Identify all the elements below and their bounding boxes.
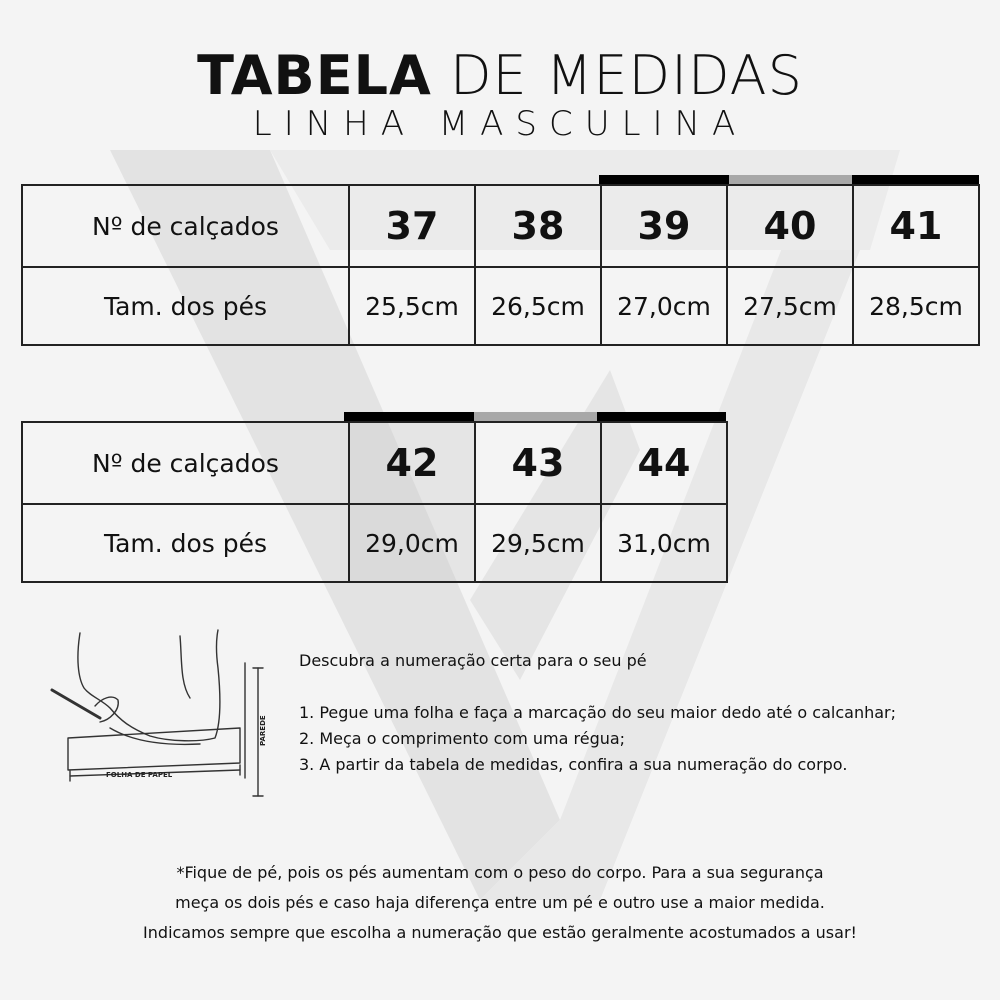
- instructions-heading: Descubra a numeração certa para o seu pé: [299, 651, 647, 670]
- foot-measure-illustration: [40, 628, 280, 803]
- feet-cell: 27,5cm: [727, 267, 853, 345]
- feet-cell: 28,5cm: [853, 267, 979, 345]
- table-row: [22, 267, 979, 345]
- row-label-sizes: Nº de calçados: [22, 185, 349, 267]
- size-table-2: [21, 421, 728, 583]
- page-title: [0, 44, 1000, 108]
- size-table-1: [21, 184, 980, 346]
- table-row: [22, 185, 979, 267]
- title-bold: TABELA: [197, 44, 432, 107]
- size-cell: 40: [727, 185, 853, 267]
- footnote: [0, 858, 1000, 948]
- size-cell: 43: [475, 422, 601, 504]
- row-label-feet: Tam. dos pés: [22, 267, 349, 345]
- instructions: [299, 648, 979, 778]
- paper-label: FOLHA DE PAPEL: [106, 771, 173, 779]
- size-cell: 44: [601, 422, 727, 504]
- size-cell: 38: [475, 185, 601, 267]
- bar-dark: [344, 412, 474, 421]
- bar-dark: [597, 412, 726, 421]
- bar-grey: [729, 175, 852, 184]
- table-row: [22, 504, 727, 582]
- instruction-step: 1. Pegue uma folha e faça a marcação do seu maior dedo até o calcanhar;: [299, 703, 896, 722]
- bar-grey: [474, 412, 597, 421]
- instruction-step: 3. A partir da tabela de medidas, confira a sua numeração do corpo.: [299, 755, 848, 774]
- feet-cell: 27,0cm: [601, 267, 727, 345]
- feet-cell: 25,5cm: [349, 267, 475, 345]
- feet-cell: 29,5cm: [475, 504, 601, 582]
- bar-dark: [599, 175, 729, 184]
- instruction-step: 2. Meça o comprimento com uma régua;: [299, 729, 626, 748]
- size-cell: 41: [853, 185, 979, 267]
- size-cell: 42: [349, 422, 475, 504]
- bar-dark: [852, 175, 979, 184]
- feet-cell: 26,5cm: [475, 267, 601, 345]
- size-cell: 39: [601, 185, 727, 267]
- row-label-feet: Tam. dos pés: [22, 504, 349, 582]
- footnote-line: Indicamos sempre que escolha a numeração que estão geralmente acostumados a usar!: [143, 923, 857, 942]
- feet-cell: 29,0cm: [349, 504, 475, 582]
- wall-label: PAREDE: [259, 715, 267, 746]
- table-row: [22, 422, 727, 504]
- page-subtitle: LINHA MASCULINA: [252, 104, 748, 144]
- feet-cell: 31,0cm: [601, 504, 727, 582]
- size-cell: 37: [349, 185, 475, 267]
- footnote-line: meça os dois pés e caso haja diferença entre um pé e outro use a maior medida.: [175, 893, 825, 912]
- title-light: DE MEDIDAS: [449, 44, 803, 107]
- row-label-sizes: Nº de calçados: [22, 422, 349, 504]
- footnote-line: *Fique de pé, pois os pés aumentam com o peso do corpo. Para a sua segurança: [176, 863, 824, 882]
